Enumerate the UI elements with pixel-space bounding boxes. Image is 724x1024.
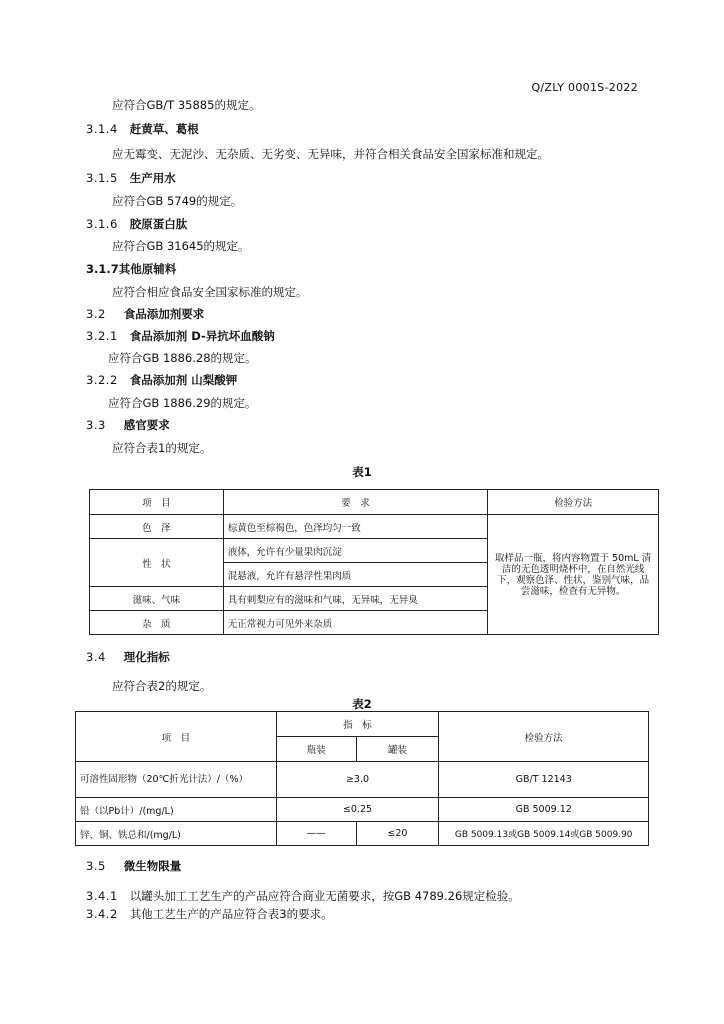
row-requirement: 液体，允许有少量果肉沉淀: [223, 539, 488, 563]
header-method: 检验方法: [488, 490, 659, 515]
row-value: ≥3.0: [276, 762, 439, 798]
section-title: 赶黄草、葛根: [129, 122, 199, 136]
table-header-row: [76, 712, 649, 737]
paragraph-3-4-2: [86, 906, 333, 922]
heading-3-1-4: [86, 121, 199, 137]
heading-3-1-7: 3.1.7其他原辅料: [86, 262, 177, 276]
header-item: 项 目: [90, 490, 224, 515]
heading-3-3: [86, 417, 170, 433]
heading-3-5: [86, 858, 181, 874]
row-item: 滋味、气味: [90, 587, 224, 611]
header-canned: 罐装: [356, 737, 439, 762]
paragraph-gbt35885: 应符合GB/T 35885的规定。: [112, 98, 261, 112]
table-row: [90, 515, 659, 539]
header-method: 检验方法: [439, 712, 649, 762]
section-number: 3.2: [86, 307, 106, 321]
row-item: 铅（以Pb计）/(mg/L): [76, 798, 277, 822]
header-item: 项 目: [76, 712, 277, 762]
section-title: 理化指标: [123, 650, 170, 664]
paragraph-number: 3.4.2: [86, 907, 118, 921]
heading-3-4: [86, 649, 170, 665]
section-number: 3.1.6: [86, 217, 118, 231]
row-requirement: 混悬液，允许有悬浮性果肉质: [223, 563, 488, 587]
row-item: 色 泽: [90, 515, 224, 539]
row-value: ≤0.25: [276, 798, 439, 822]
section-title: 生产用水: [129, 171, 176, 185]
paragraph-see-table1: 应符合表1的规定。: [112, 441, 212, 455]
heading-3-1-5: [86, 170, 176, 186]
paragraph-gb31645: 应符合GB 31645的规定。: [112, 239, 250, 253]
row-item: 可溶性固形物（20℃折光计法）/（%）: [76, 762, 277, 798]
document-code: Q/ZLY 0001S-2022: [531, 81, 638, 94]
physicochemical-table: [75, 711, 649, 846]
section-number: 3.1.5: [86, 171, 118, 185]
paragraph-gb1886-29: 应符合GB 1886.29的规定。: [108, 396, 257, 410]
row-method: GB 5009.13或GB 5009.14或GB 5009.90: [439, 822, 649, 846]
heading-3-2-1: [86, 328, 275, 344]
table2-caption: 表2: [352, 697, 372, 711]
heading-3-2-2: [86, 372, 237, 388]
paragraph-text: 以罐头加工工艺生产的产品应符合商业无菌要求，按GB 4789.26规定检验。: [129, 889, 520, 903]
row-item: 杂 质: [90, 611, 224, 635]
table-row: [76, 762, 649, 798]
table-row: [76, 798, 649, 822]
section-number: 3.1.4: [86, 122, 118, 136]
paragraph-other-materials: 应符合相应食品安全国家标准的规定。: [112, 285, 308, 299]
row-method: GB/T 12143: [439, 762, 649, 798]
row-value-canned: ≤20: [356, 822, 439, 846]
paragraph-gb1886-28: 应符合GB 1886.28的规定。: [108, 351, 257, 365]
paragraph-see-table2: 应符合表2的规定。: [112, 679, 212, 693]
section-title: 胶原蛋白肽: [129, 217, 188, 231]
section-title: 食品添加剂要求: [123, 307, 205, 321]
section-title: 微生物限量: [123, 859, 182, 873]
heading-3-1-6: [86, 216, 187, 232]
inspection-method: 取样品一瓶，将内容物置于 50mL 清洁的无色透明烧杯中，在自然光线下，观察色泽、性状，鉴别气味，品尝滋味，检查有无异物。: [488, 515, 659, 635]
paragraph-3-4-1: [86, 888, 520, 904]
heading-3-2: [86, 306, 204, 322]
row-item: 锌、铜、铁总和/(mg/L): [76, 822, 277, 846]
section-number: 3.4: [86, 650, 106, 664]
table-header-row: [90, 490, 659, 515]
paragraph-number: 3.4.1: [86, 889, 118, 903]
table-row: [76, 822, 649, 846]
section-number: 3.2.2: [86, 373, 118, 387]
row-value-bottled: ——: [276, 822, 356, 846]
section-number: 3.3: [86, 418, 106, 432]
paragraph-text: 其他工艺生产的产品应符合表3的要求。: [129, 907, 333, 921]
header-requirement: 要 求: [223, 490, 488, 515]
section-title: 感官要求: [123, 418, 170, 432]
row-item: 性 状: [90, 539, 224, 587]
paragraph-raw-material-req: 应无霉变、无泥沙、无杂质、无劣变、无异味，并符合相关食品安全国家标准和规定。: [112, 147, 549, 161]
section-title: 食品添加剂 D-异抗坏血酸钠: [129, 329, 275, 343]
row-requirement: 棕黄色至棕褐色，色泽均匀一致: [223, 515, 488, 539]
table1-caption: 表1: [352, 465, 372, 479]
sensory-table: [89, 489, 659, 635]
header-index: 指 标: [276, 712, 439, 737]
paragraph-gb5749: 应符合GB 5749的规定。: [112, 194, 243, 208]
section-number: 3.5: [86, 859, 106, 873]
section-title: 食品添加剂 山梨酸钾: [129, 373, 238, 387]
section-number: 3.2.1: [86, 329, 118, 343]
row-requirement: 无正常视力可见外来杂质: [223, 611, 488, 635]
row-method: GB 5009.12: [439, 798, 649, 822]
row-requirement: 具有刺梨应有的滋味和气味，无异味，无异臭: [223, 587, 488, 611]
header-bottled: 瓶装: [276, 737, 356, 762]
